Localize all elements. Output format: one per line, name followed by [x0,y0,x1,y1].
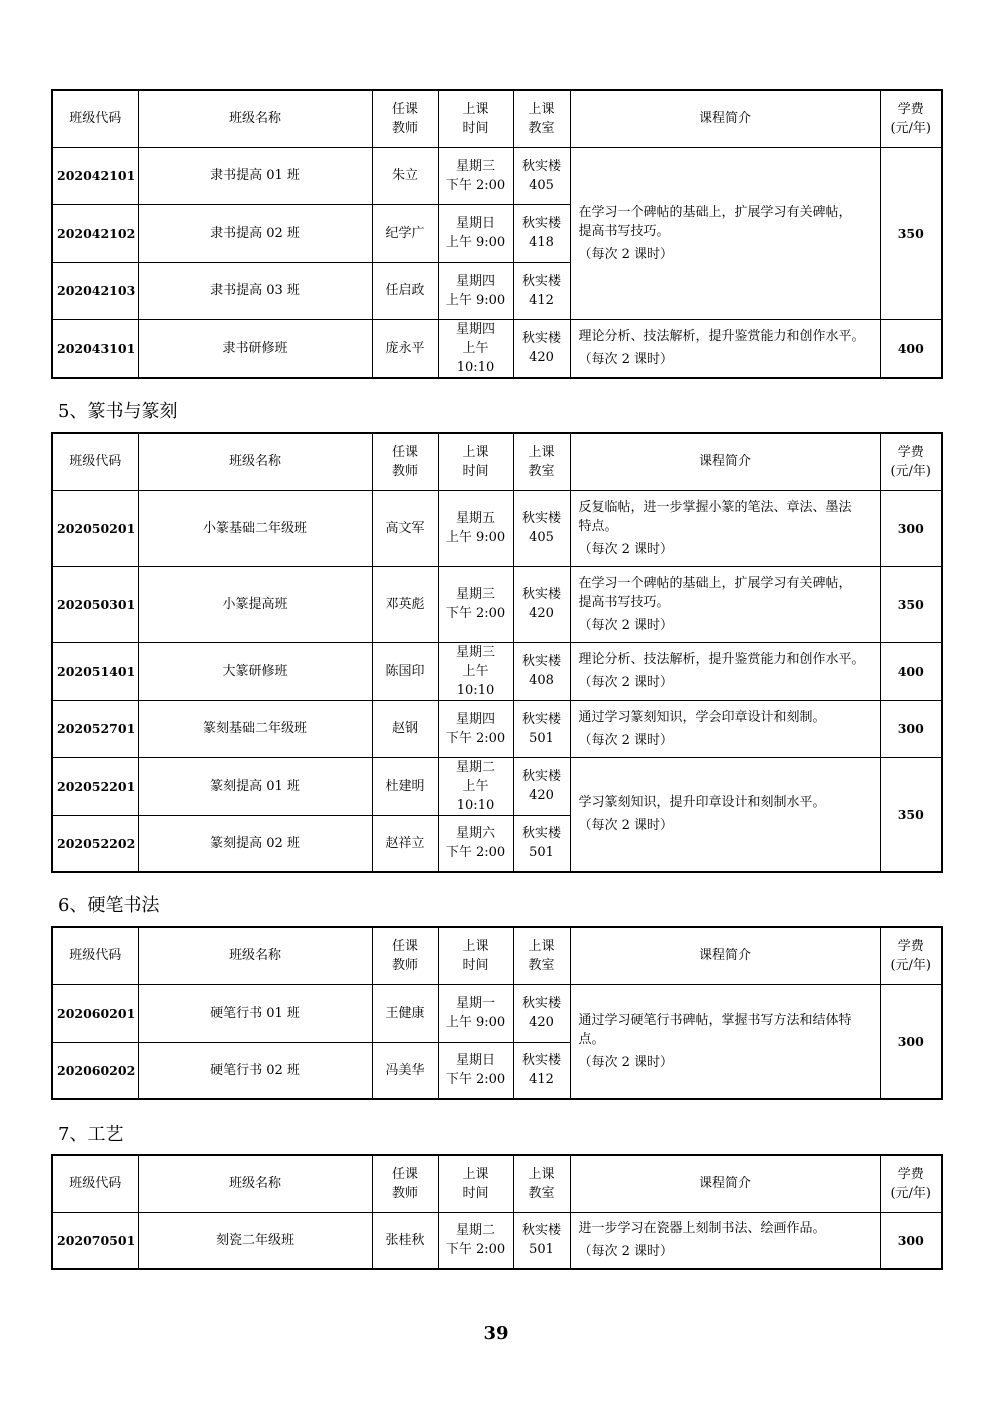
class-time: 星期日 上午 9:00 [438,204,513,262]
classroom: 秋实楼 412 [513,1042,570,1099]
class-time: 星期三 下午 2:00 [438,147,513,204]
class-name: 篆刻提高 02 班 [138,815,372,872]
class-time: 星期三 上午 10:10 [438,642,513,700]
course-table-yingbi [51,926,943,1100]
class-time: 星期五 上午 9:00 [438,490,513,566]
tuition-fee: 400 [880,319,942,378]
course-intro: 通过学习篆刻知识，学会印章设计和刻制。 （每次 2 课时） [570,700,880,757]
class-time: 星期四 上午 10:10 [438,319,513,378]
class-code: 202052202 [52,815,138,872]
class-time: 星期二 上午 10:10 [438,757,513,815]
teacher: 王健康 [372,984,438,1042]
teacher: 赵钢 [372,700,438,757]
course-table-zhuanshu [51,432,943,873]
header-intro: 课程简介 [570,433,880,490]
course-intro: 通过学习硬笔行书碑帖，掌握书写方法和结体特 点。 （每次 2 课时） [570,984,880,1099]
table-row [52,757,942,815]
section-title-zhuanshu: 5、篆书与篆刻 [58,401,178,422]
class-code: 202050301 [52,566,138,642]
course-intro: 在学习一个碑帖的基础上，扩展学习有关碑帖， 提高书写技巧。 （每次 2 课时） [570,147,880,319]
teacher: 杜建明 [372,757,438,815]
section-title-yingbi: 6、硬笔书法 [58,895,160,916]
class-code: 202052201 [52,757,138,815]
header-teacher: 任课 教师 [372,1155,438,1212]
header-time: 上课 时间 [438,1155,513,1212]
header-time: 上课 时间 [438,433,513,490]
teacher: 任启政 [372,262,438,319]
class-name: 隶书提高 01 班 [138,147,372,204]
header-fee: 学费 (元/年) [880,1155,942,1212]
classroom: 秋实楼 501 [513,1212,570,1269]
table-header-row [52,90,942,147]
class-name: 小篆基础二年级班 [138,490,372,566]
header-intro: 课程简介 [570,927,880,984]
tuition-fee: 350 [880,147,942,319]
table-row [52,319,942,378]
table-header-row [52,927,942,984]
class-name: 篆刻提高 01 班 [138,757,372,815]
header-room: 上课 教室 [513,1155,570,1212]
class-code: 202042103 [52,262,138,319]
classroom: 秋实楼 405 [513,490,570,566]
header-room: 上课 教室 [513,433,570,490]
class-time: 星期一 上午 9:00 [438,984,513,1042]
class-name: 篆刻基础二年级班 [138,700,372,757]
header-room: 上课 教室 [513,90,570,147]
classroom: 秋实楼 420 [513,757,570,815]
header-code: 班级代码 [52,1155,138,1212]
header-code: 班级代码 [52,927,138,984]
tuition-fee: 300 [880,1212,942,1269]
class-time: 星期四 上午 9:00 [438,262,513,319]
class-name: 硬笔行书 02 班 [138,1042,372,1099]
section-title-gongyi: 7、工艺 [58,1124,124,1145]
header-fee: 学费 (元/年) [880,927,942,984]
class-time: 星期六 下午 2:00 [438,815,513,872]
table-row [52,700,942,757]
teacher: 邓英彪 [372,566,438,642]
classroom: 秋实楼 412 [513,262,570,319]
tuition-fee: 300 [880,984,942,1099]
teacher: 冯美华 [372,1042,438,1099]
class-time: 星期四 下午 2:00 [438,700,513,757]
class-name: 隶书提高 03 班 [138,262,372,319]
teacher: 纪学广 [372,204,438,262]
tuition-fee: 350 [880,566,942,642]
class-name: 大篆研修班 [138,642,372,700]
teacher: 庞永平 [372,319,438,378]
tuition-fee: 400 [880,642,942,700]
course-intro: 反复临帖，进一步掌握小篆的笔法、章法、墨法 特点。 （每次 2 课时） [570,490,880,566]
header-code: 班级代码 [52,433,138,490]
class-code: 202042102 [52,204,138,262]
header-name: 班级名称 [138,1155,372,1212]
header-name: 班级名称 [138,927,372,984]
class-code: 202050201 [52,490,138,566]
header-time: 上课 时间 [438,90,513,147]
classroom: 秋实楼 420 [513,319,570,378]
header-time: 上课 时间 [438,927,513,984]
table-row [52,147,942,204]
header-intro: 课程简介 [570,90,880,147]
table-row [52,490,942,566]
header-name: 班级名称 [138,90,372,147]
page-number: 39 [483,1323,509,1344]
class-name: 隶书研修班 [138,319,372,378]
classroom: 秋实楼 418 [513,204,570,262]
course-intro: 在学习一个碑帖的基础上，扩展学习有关碑帖， 提高书写技巧。 （每次 2 课时） [570,566,880,642]
course-intro: 理论分析、技法解析，提升鉴赏能力和创作水平。 （每次 2 课时） [570,319,880,378]
classroom: 秋实楼 420 [513,566,570,642]
course-intro: 学习篆刻知识，提升印章设计和刻制水平。 （每次 2 课时） [570,757,880,872]
table-row [52,566,942,642]
class-name: 小篆提高班 [138,566,372,642]
header-teacher: 任课 教师 [372,927,438,984]
class-code: 202052701 [52,700,138,757]
class-time: 星期二 下午 2:00 [438,1212,513,1269]
header-room: 上课 教室 [513,927,570,984]
header-intro: 课程简介 [570,1155,880,1212]
tuition-fee: 350 [880,757,942,872]
class-code: 202042101 [52,147,138,204]
classroom: 秋实楼 405 [513,147,570,204]
header-teacher: 任课 教师 [372,90,438,147]
table-header-row [52,433,942,490]
header-fee: 学费 (元/年) [880,90,942,147]
course-intro: 理论分析、技法解析，提升鉴赏能力和创作水平。 （每次 2 课时） [570,642,880,700]
table-header-row [52,1155,942,1212]
class-code: 202060202 [52,1042,138,1099]
teacher: 高文军 [372,490,438,566]
class-time: 星期日 下午 2:00 [438,1042,513,1099]
header-name: 班级名称 [138,433,372,490]
class-name: 隶书提高 02 班 [138,204,372,262]
tuition-fee: 300 [880,700,942,757]
teacher: 陈国印 [372,642,438,700]
course-table-lishu [51,89,943,379]
teacher: 朱立 [372,147,438,204]
teacher: 赵祥立 [372,815,438,872]
class-code: 202043101 [52,319,138,378]
class-name: 刻瓷二年级班 [138,1212,372,1269]
course-table-gongyi [51,1154,943,1270]
class-time: 星期三 下午 2:00 [438,566,513,642]
classroom: 秋实楼 420 [513,984,570,1042]
course-intro: 进一步学习在瓷器上刻制书法、绘画作品。 （每次 2 课时） [570,1212,880,1269]
header-teacher: 任课 教师 [372,433,438,490]
table-row [52,642,942,700]
class-code: 202060201 [52,984,138,1042]
tuition-fee: 300 [880,490,942,566]
class-code: 202051401 [52,642,138,700]
table-row [52,1212,942,1269]
classroom: 秋实楼 408 [513,642,570,700]
class-code: 202070501 [52,1212,138,1269]
table-row [52,984,942,1042]
teacher: 张桂秋 [372,1212,438,1269]
class-name: 硬笔行书 01 班 [138,984,372,1042]
header-fee: 学费 (元/年) [880,433,942,490]
classroom: 秋实楼 501 [513,815,570,872]
classroom: 秋实楼 501 [513,700,570,757]
header-code: 班级代码 [52,90,138,147]
